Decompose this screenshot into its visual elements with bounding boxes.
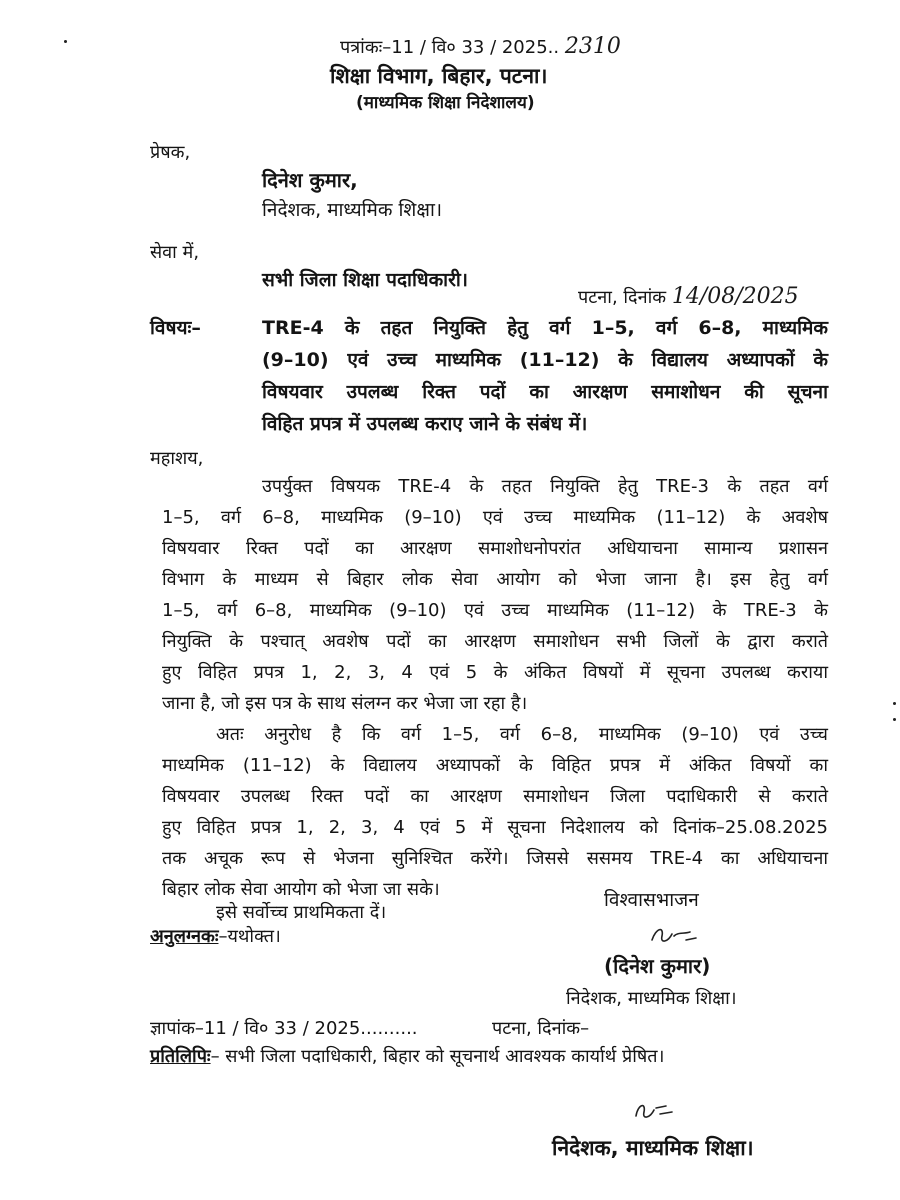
place-date-handwritten: 14/08/2025 bbox=[671, 284, 799, 309]
sender-name: दिनेश कुमार, bbox=[262, 168, 358, 192]
memo-place-date: पटना, दिनांक– bbox=[492, 1018, 590, 1039]
paragraph-2-line: अतः अनुरोध है कि वर्ग 1–5, वर्ग 6–8, माध्यमिक (9–10) एवं उच्च bbox=[216, 724, 828, 745]
subject-line: (9–10) एवं उच्च माध्यमिक (11–12) के विद्यालय अध्यापकों के bbox=[262, 349, 828, 371]
scan-speck bbox=[64, 40, 67, 43]
paragraph-1-line: उपर्युक्त विषयक TRE-4 के तहत नियुक्ति हेतु TRE-3 के तहत वर्ग bbox=[262, 476, 828, 497]
sender-label: प्रेषक, bbox=[150, 142, 191, 163]
paragraph-1-line: विभाग के माध्यम से बिहार लोक सेवा आयोग को भेजा जाना है। इस हेतु वर्ग bbox=[162, 569, 828, 590]
subject-line: विहित प्रपत्र में उपलब्ध कराए जाने के संबंध में। bbox=[262, 413, 588, 435]
subject-label: विषयः– bbox=[150, 317, 201, 339]
enclosure bbox=[150, 924, 281, 948]
recipient-name: सभी जिला शिक्षा पदाधिकारी। bbox=[262, 269, 468, 291]
paragraph-2-line: बिहार लोक सेवा आयोग को भेजा जा सके। bbox=[162, 879, 440, 900]
signature-mark bbox=[646, 922, 702, 948]
reference-number-printed: पत्रांकः–11 / वि० 33 / 2025.. bbox=[340, 37, 560, 58]
paragraph-2-line: हुए विहित प्रपत्र 1, 2, 3, 4 एवं 5 में सूचना निदेशालय को दिनांक–25.08.2025 bbox=[162, 817, 828, 838]
memo-reference: ज्ञापांक–11 / वि० 33 / 2025.......... bbox=[150, 1018, 418, 1039]
scan-speck bbox=[893, 702, 896, 705]
paragraph-2-line: तक अचूक रूप से भेजना सुनिश्चित करेंगे। जिससे ससमय TRE-4 का अधियाचना bbox=[162, 848, 828, 869]
copy-to bbox=[150, 1044, 664, 1068]
paragraph-1-line: हुए विहित प्रपत्र 1, 2, 3, 4 एवं 5 के अंकित विषयों में सूचना उपलब्ध कराया bbox=[162, 662, 828, 683]
copy-to-label: प्रतिलिपिः bbox=[150, 1046, 211, 1067]
paragraph-2-line: विषयवार उपलब्ध रिक्त पदों का आरक्षण समाशोधन जिला पदाधिकारी से कराते bbox=[162, 786, 828, 807]
place-date bbox=[578, 284, 799, 309]
priority-note: इसे सर्वोच्च प्राथमिकता दें। bbox=[216, 902, 387, 923]
enclosure-label: अनुलग्नकः bbox=[150, 926, 219, 947]
paragraph-1-line: विषयवार रिक्त पदों का आरक्षण समाशोधनोपरांत अधियाचना सामान्य प्रशासन bbox=[162, 538, 828, 559]
salutation: महाशय, bbox=[150, 448, 204, 469]
paragraph-1-line: नियुक्ति के पश्चात् अवशेष पदों का आरक्षण समाशोधन सभी जिलों के द्वारा कराते bbox=[162, 631, 828, 652]
paragraph-1-line: जाना है, जो इस पत्र के साथ संलग्न कर भेजा जा रहा है। bbox=[162, 693, 528, 714]
recipient-label: सेवा में, bbox=[150, 242, 200, 263]
paragraph-1-line: 1–5, वर्ग 6–8, माध्यमिक (9–10) एवं उच्च माध्यमिक (11–12) के अवशेष bbox=[162, 507, 828, 528]
paragraph-1-line: 1–5, वर्ग 6–8, माध्यमिक (9–10) एवं उच्च माध्यमिक (11–12) के TRE-3 के bbox=[162, 600, 828, 621]
department-title: शिक्षा विभाग, बिहार, पटना। bbox=[330, 64, 548, 88]
closing: विश्वासभाजन bbox=[604, 889, 699, 911]
paragraph-2-line: माध्यमिक (11–12) के विद्यालय अध्यापकों के विहित प्रपत्र में अंकित विषयों का bbox=[162, 755, 828, 776]
sender-designation: निदेशक, माध्यमिक शिक्षा। bbox=[262, 199, 443, 221]
initials-mark bbox=[630, 1096, 676, 1124]
subject-line: विषयवार उपलब्ध रिक्त पदों का आरक्षण समाशोधन की सूचना bbox=[262, 381, 828, 403]
subject-line: TRE-4 के तहत नियुक्ति हेतु वर्ग 1–5, वर्ग 6–8, माध्यमिक bbox=[262, 317, 828, 339]
enclosure-text: –यथोक्त। bbox=[218, 926, 281, 947]
reference-number-handwritten: 2310 bbox=[564, 34, 621, 59]
footer-designation: निदेशक, माध्यमिक शिक्षा। bbox=[552, 1136, 754, 1160]
copy-to-text: – सभी जिला पदाधिकारी, बिहार को सूचनार्थ आवश्यक कार्यार्थ प्रेषित। bbox=[210, 1046, 665, 1067]
directorate-title: (माध्यमिक शिक्षा निदेशालय) bbox=[356, 93, 535, 113]
reference-number bbox=[340, 34, 621, 59]
signatory-designation: निदेशक, माध्यमिक शिक्षा। bbox=[566, 988, 737, 1009]
place-date-printed: पटना, दिनांक bbox=[578, 287, 667, 308]
scan-speck bbox=[893, 718, 896, 721]
signatory-name: (दिनेश कुमार) bbox=[604, 954, 711, 978]
